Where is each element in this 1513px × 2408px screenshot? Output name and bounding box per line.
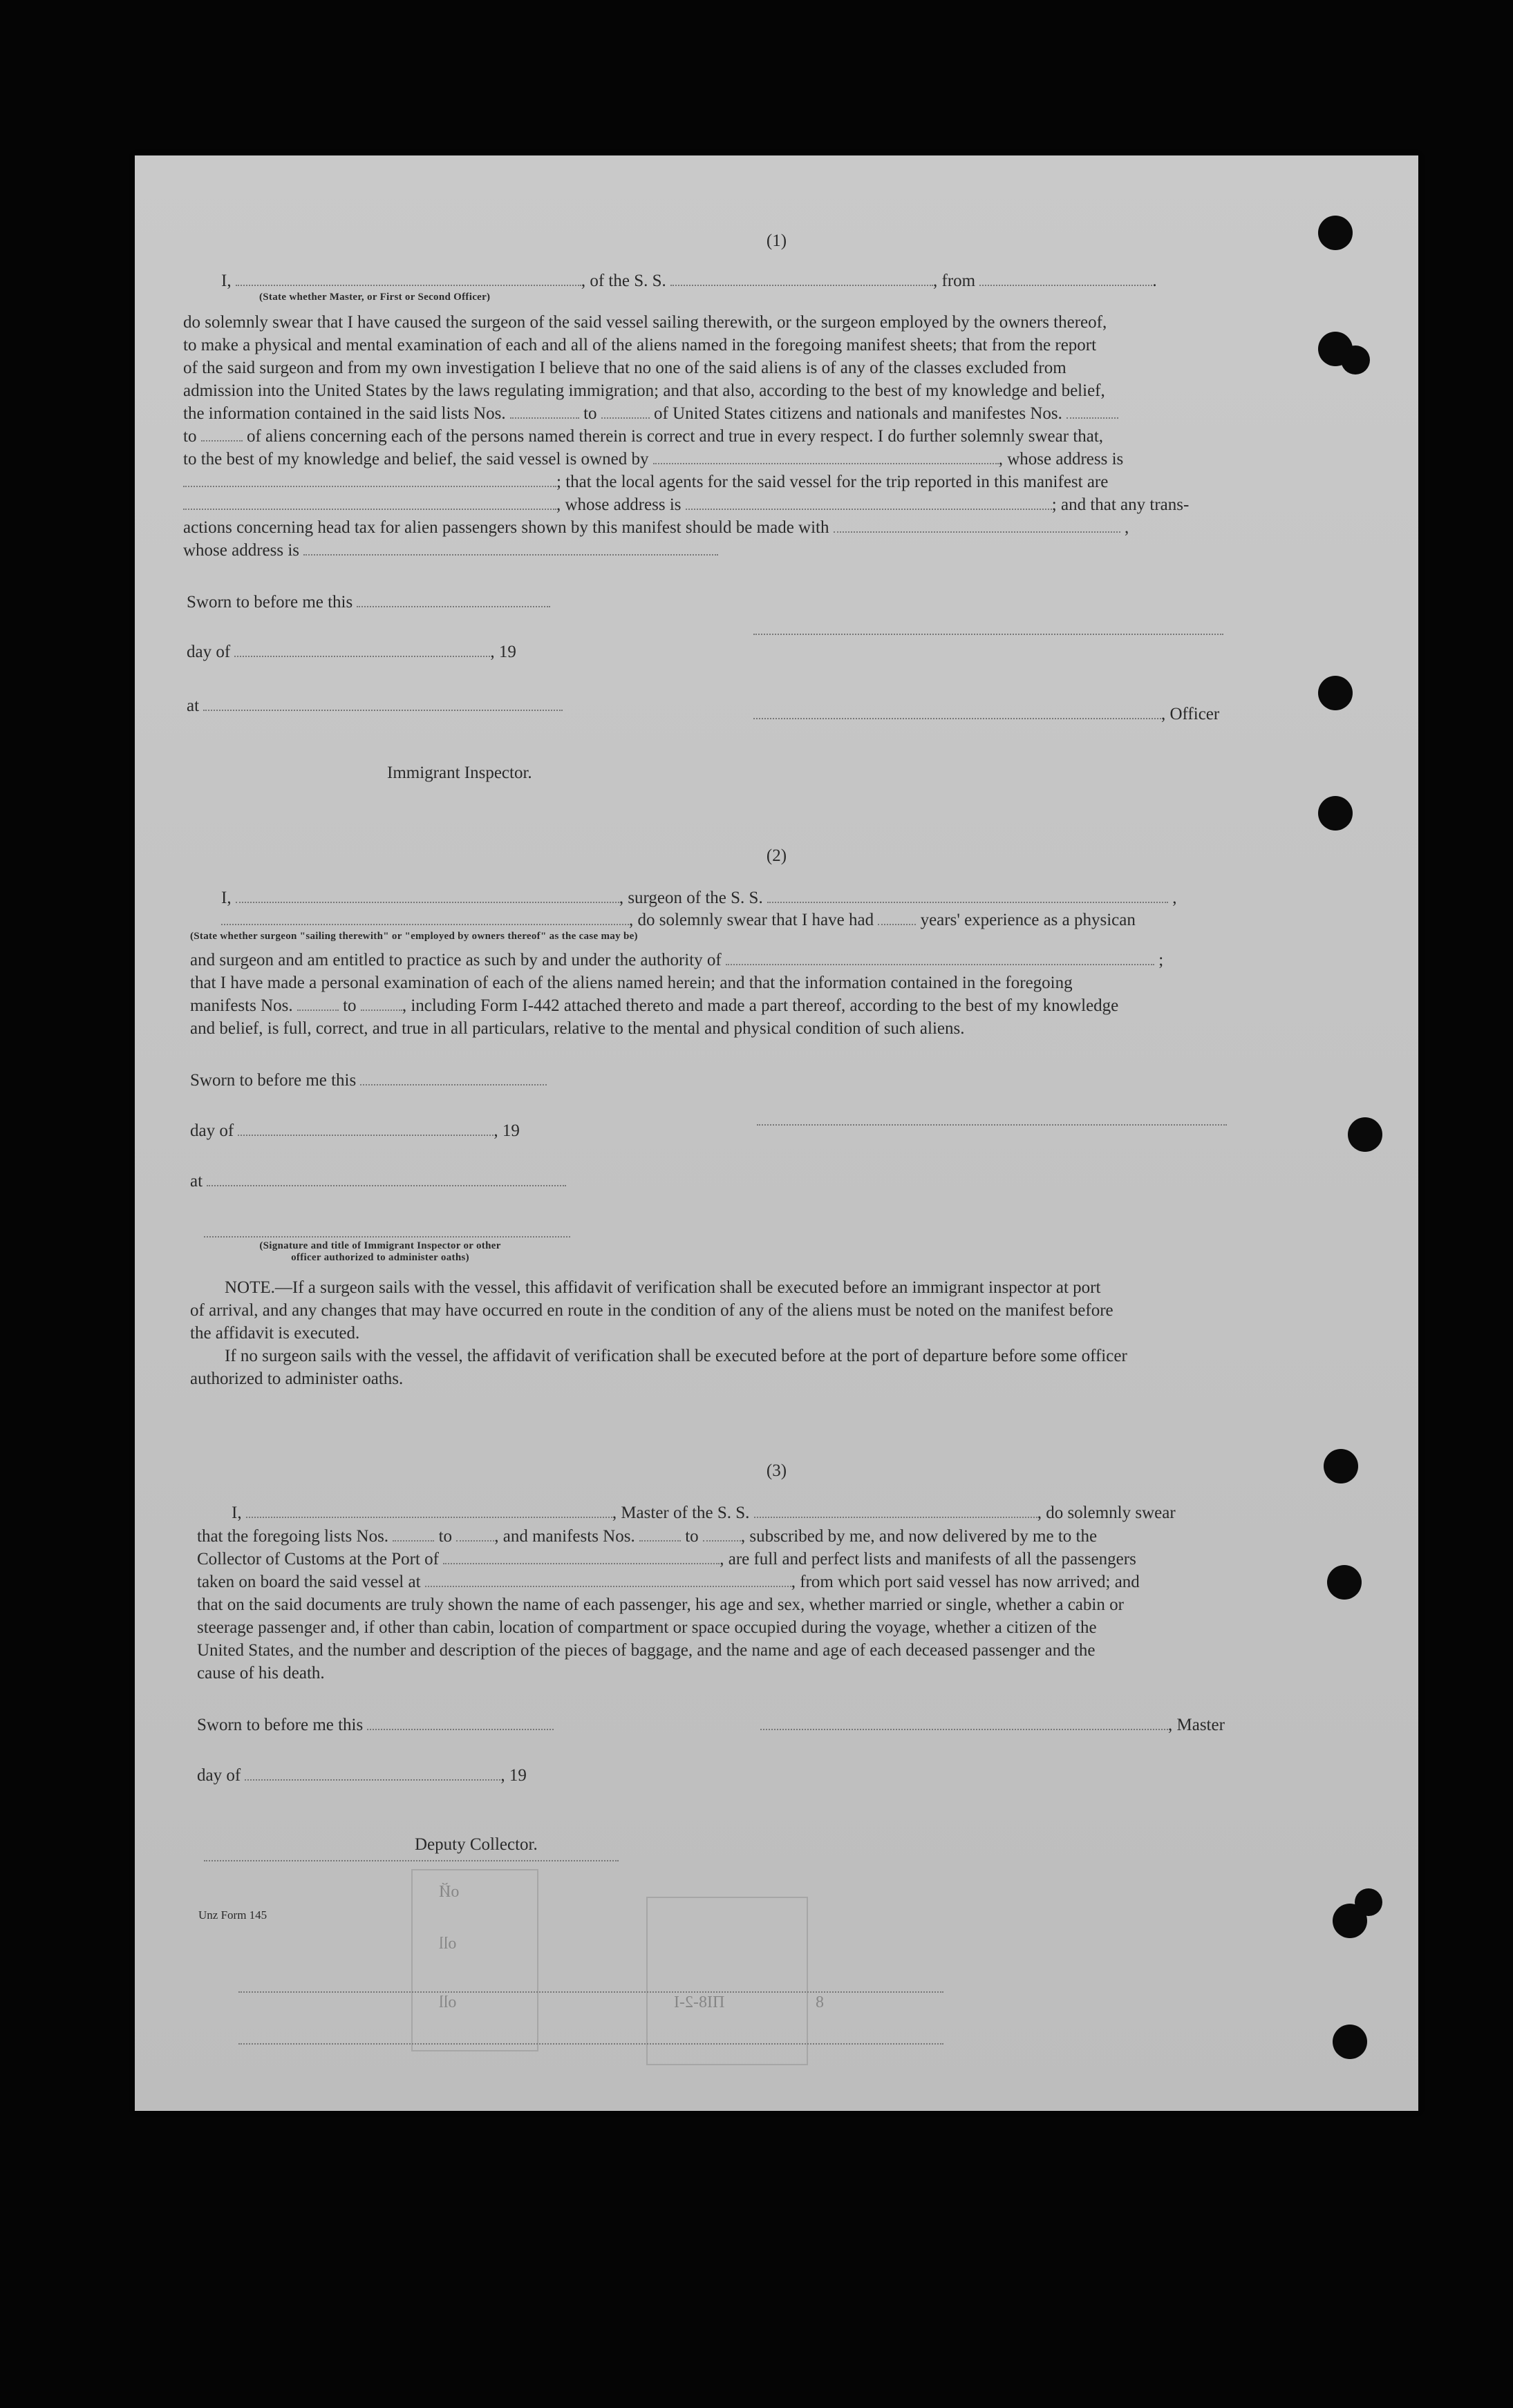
surgeon-name-field[interactable] bbox=[236, 889, 619, 903]
section-1-place-field[interactable] bbox=[203, 697, 563, 711]
section-1-sworn-date-field[interactable] bbox=[357, 594, 550, 607]
section-3-month-field[interactable] bbox=[245, 1767, 500, 1781]
section-1-body: do solemnly swear that I have caused the surgeon of the said vessel sailing therewith, or the surgeon employed by the owners thereof, to make a physical and mental examination of each and all of the aliens named in the foregoing manifest sheets; that from the report of the said surgeon and from my own investigation I believe that no one of the said aliens is of any of the classes excluded from admission into the United States by the laws regulating immigration; and that also, according to the best of my knowledge and belief, the information contained in the said lists Nos. to of United States citizens and nationals and manifestes Nos. to of aliens concerning each of the persons named therein is correct and true in every respect. I do further solemnly swear that, to the best of my knowledge and belief, the said vessel is owned by , whose address is ; that the local agents for the said vessel for the trip reported in this manifest are , whose address is ; and that any trans- actions concerning head tax for alien passengers shown by this manifest should be made with , whose address is bbox=[183, 313, 1190, 560]
binder-hole bbox=[1348, 1117, 1382, 1152]
origin-port-field[interactable] bbox=[979, 272, 1152, 286]
ship-name-field[interactable] bbox=[670, 272, 933, 286]
citizen-list-to-field[interactable] bbox=[601, 405, 650, 419]
inspector-signature-line[interactable] bbox=[204, 1235, 570, 1238]
master-signature-field[interactable] bbox=[760, 1716, 1168, 1730]
show-through-mark: 8 bbox=[816, 1993, 824, 2011]
section-1-day: day of , 19 bbox=[187, 643, 516, 661]
section-1-officer: , Officer bbox=[753, 703, 1219, 726]
officer-rank-field[interactable] bbox=[236, 272, 581, 286]
manifest-to-field[interactable] bbox=[201, 428, 243, 442]
section-3-ship-field[interactable] bbox=[754, 1504, 1037, 1518]
owner-field[interactable] bbox=[653, 451, 999, 464]
form-page bbox=[135, 155, 1418, 2111]
deputy-collector-signature-line[interactable] bbox=[204, 1859, 619, 1861]
section-2-manifest-to-field[interactable] bbox=[361, 997, 402, 1011]
agents-address-field[interactable] bbox=[686, 496, 1052, 510]
section-3-list-from-field[interactable] bbox=[393, 1528, 434, 1542]
section-2-line1: I, , surgeon of the S. S. , bbox=[221, 889, 1177, 907]
section-1-at: at bbox=[187, 694, 563, 717]
binder-hole bbox=[1327, 1565, 1362, 1600]
section-2-place-field[interactable] bbox=[207, 1173, 566, 1186]
show-through-mark: oll bbox=[439, 1993, 457, 2011]
master-name-field[interactable] bbox=[246, 1504, 612, 1518]
section-1-signature-line[interactable] bbox=[753, 632, 1223, 635]
citizen-list-from-field[interactable] bbox=[510, 405, 579, 419]
section-1-intro: I, , of the S. S. , from . bbox=[221, 272, 1157, 290]
show-through-mark: ПI8-2-I bbox=[674, 1993, 725, 2011]
section-2-note: NOTE.—If a surgeon sails with the vessel, this affidavit of verification shall be executed before an immigrant inspector at port of arrival, and any changes that may have occurred en route in the condition of any of the aliens must be noted on the manifest before the affidavit is executed. If no surgeon sails with the vessel, the affidavit of verification shall be executed before at the port of departure before some officer authorized to administer oaths. bbox=[190, 1278, 1127, 1388]
show-through-mark: oll bbox=[439, 1935, 457, 1953]
local-agents-field[interactable] bbox=[183, 496, 556, 510]
head-tax-contact-field[interactable] bbox=[834, 519, 1120, 533]
section-1-number: (1) bbox=[766, 231, 787, 250]
section-2-signature-line[interactable] bbox=[757, 1123, 1227, 1126]
section-3-manifest-from-field[interactable] bbox=[639, 1528, 681, 1542]
section-2-ship-field[interactable] bbox=[767, 889, 1168, 903]
section-3-master: , Master bbox=[760, 1714, 1225, 1736]
section-3-day: day of , 19 bbox=[197, 1766, 527, 1785]
bottom-rule bbox=[238, 2042, 943, 2045]
binder-hole bbox=[1341, 345, 1370, 375]
show-through-stamp-box bbox=[411, 1869, 538, 2051]
binder-hole bbox=[1318, 216, 1353, 250]
manifest-from-field[interactable] bbox=[1066, 405, 1118, 419]
surgeon-status-field[interactable] bbox=[221, 911, 629, 925]
officer-signature-field[interactable] bbox=[753, 705, 1161, 719]
departure-port-field[interactable] bbox=[425, 1573, 791, 1587]
inspector-signature-caption: (Signature and title of Immigrant Inspector or other officer authorized to administer oaths) bbox=[259, 1240, 501, 1263]
section-2-sworn: Sworn to before me this bbox=[190, 1069, 547, 1092]
head-tax-address-field[interactable] bbox=[303, 542, 718, 556]
section-2-manifest-from-field[interactable] bbox=[297, 997, 339, 1011]
section-1-sworn: Sworn to before me this bbox=[187, 591, 550, 614]
show-through-mark: oЙ bbox=[439, 1883, 460, 1901]
licensing-authority-field[interactable] bbox=[726, 951, 1154, 965]
immigrant-inspector-label: Immigrant Inspector. bbox=[387, 764, 532, 782]
bottom-rule bbox=[238, 1990, 943, 1993]
section-3-manifest-to-field[interactable] bbox=[703, 1528, 741, 1542]
officer-rank-note: (State whether Master, or First or Second Officer) bbox=[259, 292, 491, 303]
section-3-list-to-field[interactable] bbox=[456, 1528, 494, 1542]
section-3-line1: I, , Master of the S. S. , do solemnly swear bbox=[232, 1504, 1176, 1522]
binder-hole bbox=[1355, 1888, 1382, 1916]
section-3-body: that the foregoing lists Nos. to , and manifests Nos. to , subscribed by me, and now delivered by me to the Collector of Customs at the Port of , are full and perfect lists and manifests of all the passengers taken on board the said vessel at , from which port said vessel has now arrived; and that on the said documents are truly shown the name of each passenger, his age and sex, whether married or single, whether a cabin or steerage passenger and, if other than cabin, location of compartment or space occupied during the voyage, whether a citizen of the United States, and the number and description of the pieces of baggage, and the name and age of each deceased passenger and the cause of his death. bbox=[197, 1527, 1140, 1682]
section-2-body: and surgeon and am entitled to practice as such by and under the authority of ; that I have made a personal examination of each of the aliens named herein; and that the information contained in the foregoing manifests Nos. to , including Form I-442 attached thereto and made a part thereof, according to the best of my knowledge and belief, is full, correct, and true in all particulars, relative to the mental and physical condition of such aliens. bbox=[190, 951, 1164, 1038]
form-number: Unz Form 145 bbox=[198, 1908, 267, 1922]
binder-hole bbox=[1324, 1449, 1358, 1483]
section-2-at: at bbox=[190, 1170, 566, 1193]
section-2-sworn-date-field[interactable] bbox=[360, 1072, 547, 1086]
arrival-port-field[interactable] bbox=[443, 1551, 720, 1564]
section-3-sworn-date-field[interactable] bbox=[367, 1716, 554, 1730]
binder-hole bbox=[1333, 2025, 1367, 2059]
section-2-line2: , do solemnly swear that I have had years' experience as a physican bbox=[221, 909, 1369, 931]
section-3-number: (3) bbox=[766, 1461, 787, 1480]
deputy-collector-label: Deputy Collector. bbox=[415, 1835, 538, 1854]
section-3-sworn: Sworn to before me this bbox=[197, 1714, 554, 1736]
binder-hole bbox=[1318, 676, 1353, 710]
years-experience-field[interactable] bbox=[878, 911, 916, 925]
section-2-day: day of , 19 bbox=[190, 1121, 520, 1140]
owner-address-field[interactable] bbox=[183, 473, 556, 487]
binder-hole bbox=[1318, 796, 1353, 831]
show-through-stamp-box bbox=[646, 1897, 808, 2065]
surgeon-status-note: (State whether surgeon "sailing therewith" or "employed by owners thereof" as the case may be) bbox=[190, 931, 638, 942]
section-1-month-field[interactable] bbox=[234, 643, 490, 657]
section-2-number: (2) bbox=[766, 846, 787, 865]
section-2-month-field[interactable] bbox=[238, 1122, 494, 1136]
